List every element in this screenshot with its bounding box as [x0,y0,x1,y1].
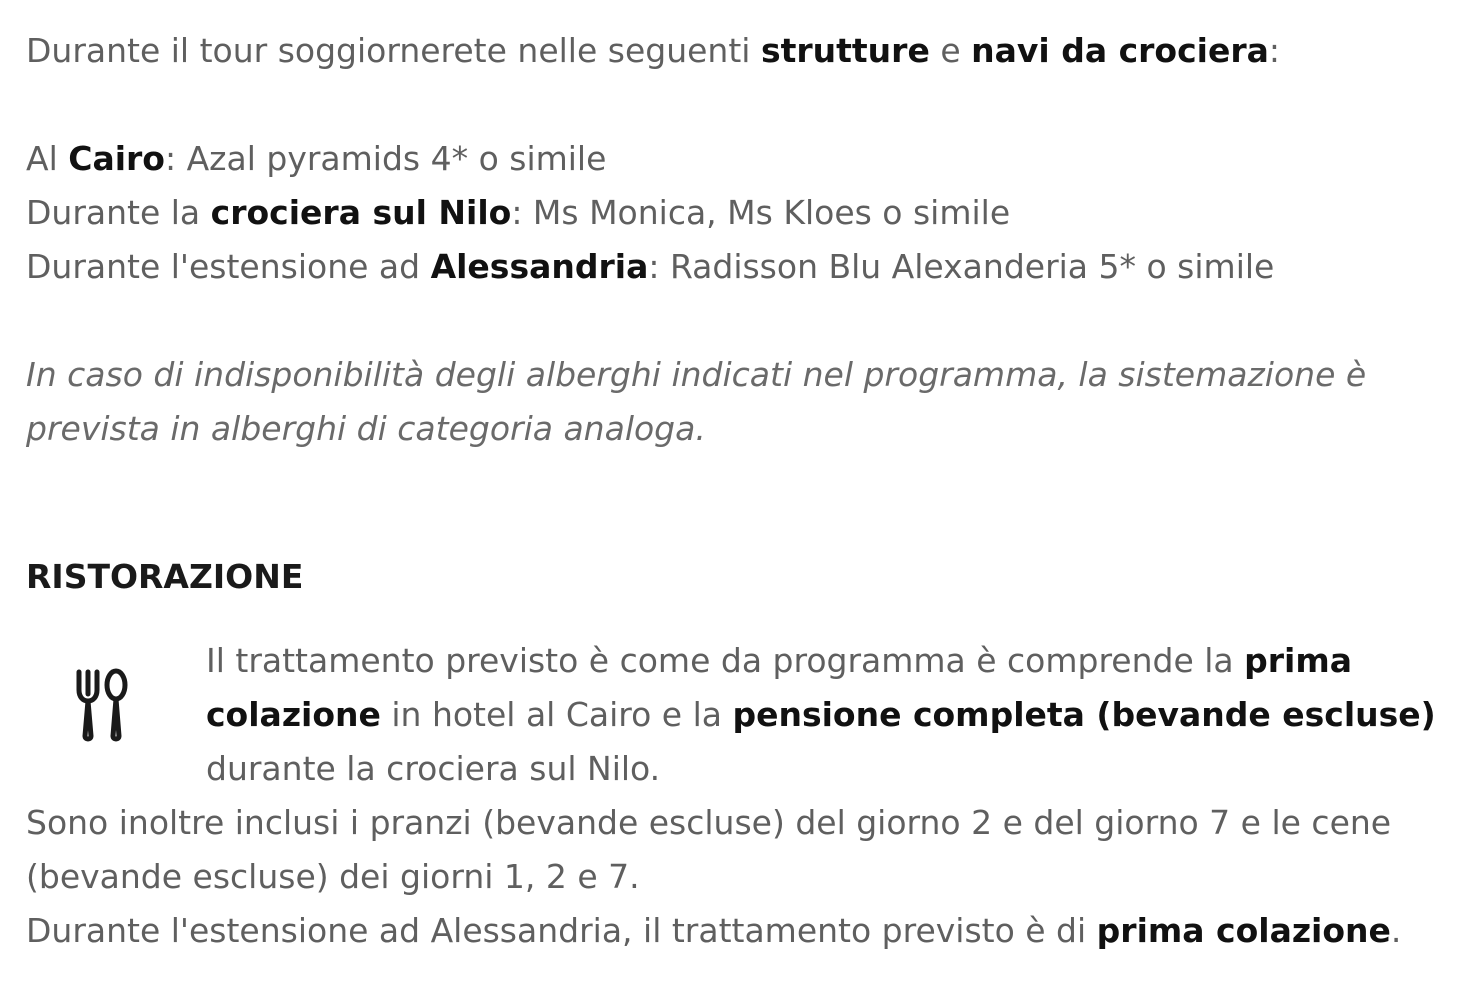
intro-bold-structures: strutture [760,31,930,70]
meal-bold: pensione completa (bevande escluse) [732,695,1436,734]
extra-bold: prima colazione [1096,911,1391,950]
extra-line-2: (bevande escluse) dei giorni 1, 2 e 7. [26,857,640,896]
availability-disclaimer [26,348,1456,456]
meal-text: Il trattamento previsto è come da programma è comprende la [206,641,1245,680]
meal-plan-block [26,634,1456,796]
section-heading-ristorazione: RISTORAZIONE [26,557,304,596]
meal-bold: colazione [206,695,381,734]
accommodation-hotel: : Azal pyramids 4* o simile [164,139,607,178]
meal-plan-text [206,634,1456,796]
accommodation-location: Cairo [68,139,165,178]
spacer [26,294,1456,348]
intro-text: Durante il tour soggiornerete nelle seguenti [26,31,761,70]
intro-bold-cruise-ships: navi da crociera [971,31,1269,70]
intro-suffix: : [1268,31,1281,70]
meal-line-1 [206,634,1456,688]
accommodation-prefix: Durante l'estensione ad [26,247,431,286]
meal-line-2 [206,688,1456,742]
extra-line-1: Sono inoltre inclusi i pranzi (bevande escluse) del giorno 2 e del giorno 7 e le cene [26,803,1392,842]
extra-text: Durante l'estensione ad Alessandria, il trattamento previsto è di [26,911,1097,950]
accommodation-hotel: : Ms Monica, Ms Kloes o simile [511,193,1011,232]
disclaimer-line-2: prevista in alberghi di categoria analoga. [26,409,706,448]
intro-connector: e [929,31,972,70]
additional-meals [26,796,1456,958]
accommodation-line-alexandria [26,240,1456,294]
accommodation-hotel: : Radisson Blu Alexanderia 5* o simile [648,247,1275,286]
accommodation-section [26,24,1456,456]
accommodation-line-cairo [26,132,1456,186]
accommodation-prefix: Al [26,139,69,178]
meal-text: in hotel al Cairo e la [380,695,733,734]
spacer [26,78,1456,132]
accommodation-location: Alessandria [430,247,649,286]
disclaimer-line-1: In caso di indisponibilità degli alberghi indicati nel programma, la sistemazione è [26,355,1367,394]
extra-line-3 [26,904,1456,958]
intro-paragraph [26,24,1456,78]
accommodation-prefix: Durante la [26,193,211,232]
meal-bold: prima [1244,641,1353,680]
accommodation-line-nile-cruise [26,186,1456,240]
accommodation-location: crociera sul Nilo [210,193,512,232]
cutlery-icon [72,668,132,744]
meal-line-3: durante la crociera sul Nilo. [206,749,661,788]
extra-suffix: . [1390,911,1402,950]
